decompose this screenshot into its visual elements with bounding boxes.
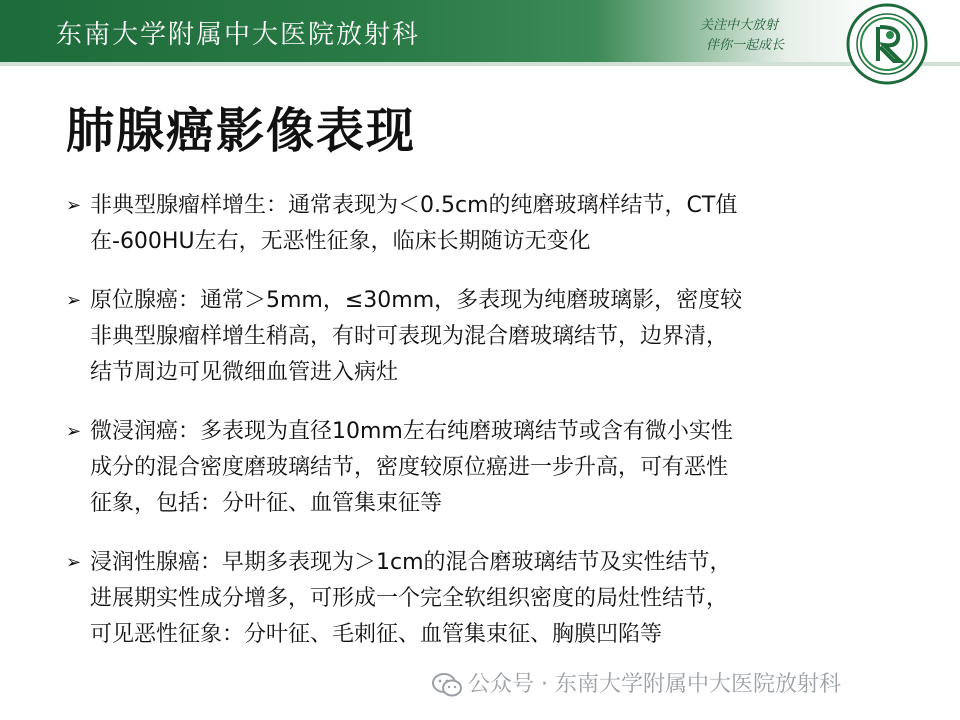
bullet-item-aah [66,188,886,260]
slogan-line-2: 伴你一起成长 [706,38,785,53]
bullet-line: 成分的混合密度磨玻璃结节，密度较原位癌进一步升高，可有恶性 [90,455,729,480]
bullet-marker-icon: ➢ [66,552,82,573]
bullet-item-mia [66,414,886,522]
bullet-line: 微浸润癌：多表现为直径10mm左右纯磨玻璃结节或含有微小实性 [90,419,733,444]
header-title: 东南大学附属中大医院放射科 [56,20,421,50]
bullet-line: 在-600HU左右，无恶性征象，临床长期随访无变化 [90,229,591,254]
page-title: 肺腺癌影像表现 [66,103,417,159]
bullet-line: 非典型腺瘤样增生：通常表现为＜0.5cm的纯磨玻璃样结节，CT值 [90,193,738,218]
bullet-line: 浸润性腺癌：早期多表现为＞1cm的混合磨玻璃结节及实性结节， [90,550,732,575]
bullet-item-iac [66,545,886,653]
header-divider [0,62,960,66]
bullet-line: 征象，包括：分叶征、血管集束征等 [90,491,443,516]
bullet-marker-icon: ➢ [66,290,82,311]
header-banner [0,0,960,62]
watermark-text: 公众号 · 东南大学附属中大医院放射科 [468,672,841,697]
bullet-marker-icon: ➢ [66,195,82,216]
watermark [432,667,841,698]
bullet-line: 可见恶性征象：分叶征、毛刺征、血管集束征、胸膜凹陷等 [90,622,663,647]
bullet-marker-icon: ➢ [66,421,82,442]
slogan-line-1: 关注中大放射 [700,18,779,33]
bullet-item-ais [66,283,886,391]
hospital-logo-icon [846,3,928,85]
wechat-icon [432,672,462,698]
bullet-line: 结节周边可见微细血管进入病灶 [90,360,399,385]
bullet-list [66,188,886,676]
bullet-line: 进展期实性成分增多，可形成一个完全软组织密度的局灶性结节， [90,586,729,611]
bullet-line: 非典型腺瘤样增生稍高，有时可表现为混合磨玻璃结节，边界清， [90,324,729,349]
bullet-line: 原位腺癌：通常＞5mm，≤30mm，多表现为纯磨玻璃影，密度较 [90,288,743,313]
